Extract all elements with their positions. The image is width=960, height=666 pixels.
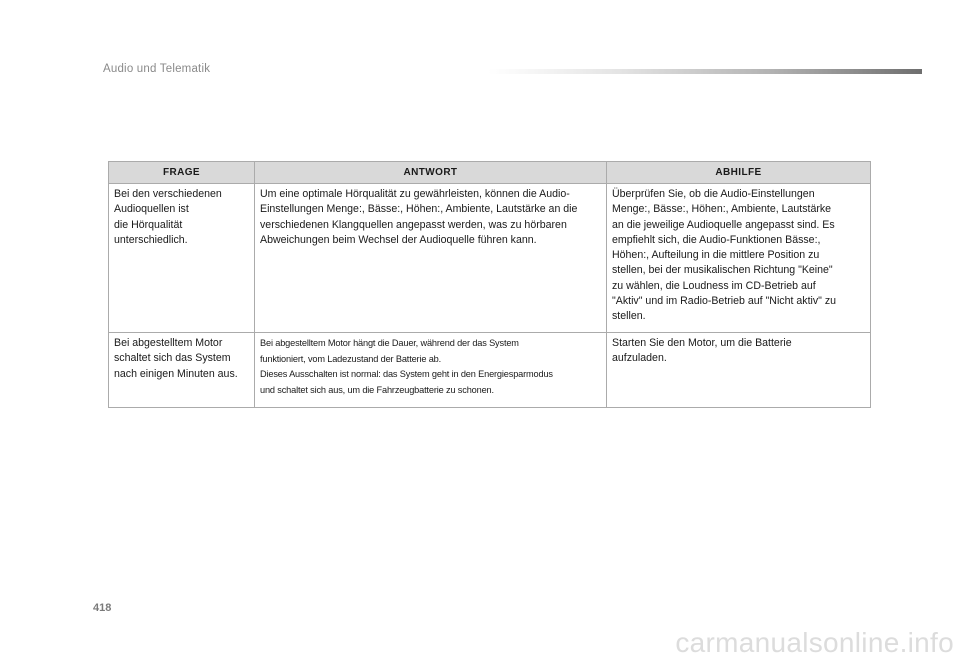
cell-frage: Bei den verschiedenen Audioquellen ist die Hörqualität unterschiedlich.: [109, 184, 255, 333]
cell-abhilfe: Überprüfen Sie, ob die Audio-Einstellungen Menge:, Bässe:, Höhen:, Ambiente, Lautstärke an die jeweilige Audioquelle angepasst sind. Es empfiehlt sich, die Audio-Funktionen Bässe:, Höhen:, Aufteilung in die mittlere Position zu stellen, bei der musikalischen Richtung "Keine" zu wählen, die Loudness im CD-Betrieb auf "Aktiv" und im Radio-Betrieb auf "Nicht aktiv" zu stellen.: [607, 184, 871, 333]
cell-abhilfe: Starten Sie den Motor, um die Batterie aufzuladen.: [607, 333, 871, 408]
column-header-abhilfe: ABHILFE: [607, 162, 871, 184]
troubleshooting-table: [108, 161, 871, 408]
watermark: carmanualsonline.info: [675, 627, 954, 658]
table-header-row: [109, 162, 871, 184]
page-number: 418: [93, 602, 112, 614]
cell-antwort: Um eine optimale Hörqualität zu gewährleisten, können die Audio- Einstellungen Menge:, Bässe:, Höhen:, Ambiente, Lautstärke an die verschiedenen Klangquellen angepasst werden, was zu hörbaren Abweichungen beim Wechsel der Audioquelle führen kann.: [255, 184, 607, 333]
header-gradient-bar: [488, 69, 922, 74]
column-header-frage: FRAGE: [109, 162, 255, 184]
table-row: [109, 333, 871, 408]
column-header-antwort: ANTWORT: [255, 162, 607, 184]
table-row: [109, 184, 871, 333]
section-title: Audio und Telematik: [103, 63, 211, 75]
cell-frage: Bei abgestelltem Motor schaltet sich das System nach einigen Minuten aus.: [109, 333, 255, 408]
cell-antwort: Bei abgestelltem Motor hängt die Dauer, während der das System funktioniert, vom Ladezustand der Batterie ab. Dieses Ausschalten ist normal: das System geht in den Energiesparmodus und schaltet sich aus, um die Fahrzeugbatterie zu schonen.: [255, 333, 607, 408]
